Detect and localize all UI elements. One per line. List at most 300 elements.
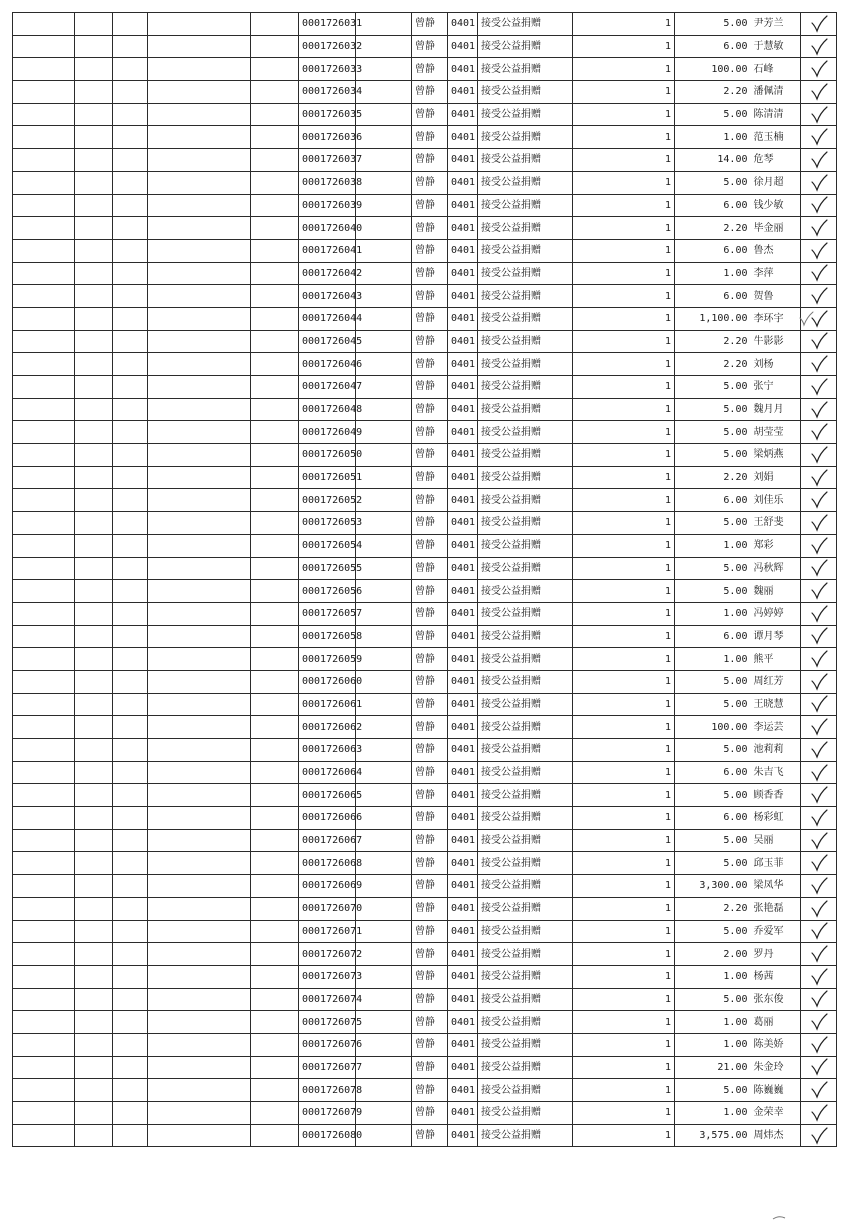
account-code-cell: 0401 xyxy=(448,716,478,739)
donor-name-cell xyxy=(751,444,801,467)
blank-cell xyxy=(75,194,113,217)
check-mark-icon xyxy=(809,490,829,510)
check-mark-icon xyxy=(809,37,829,57)
blank-cell xyxy=(148,58,251,81)
blank-cell xyxy=(113,1011,148,1034)
quantity-cell: 1 xyxy=(573,103,675,126)
check-mark-icon xyxy=(809,989,829,1009)
account-code-cell: 0401 xyxy=(448,1011,478,1034)
blank-cell xyxy=(251,330,299,353)
blank-cell xyxy=(75,693,113,716)
blank-cell xyxy=(13,330,75,353)
table-row xyxy=(13,852,837,875)
donor-name: 胡莹莹 xyxy=(753,426,784,438)
receipt-number-cell: 0001726065 xyxy=(299,784,356,807)
verified-cell xyxy=(801,1011,837,1034)
blank-cell xyxy=(75,875,113,898)
blank-cell xyxy=(148,670,251,693)
check-mark-icon xyxy=(809,626,829,646)
blank-cell xyxy=(13,489,75,512)
blank-cell xyxy=(13,988,75,1011)
table-row xyxy=(13,602,837,625)
table-row xyxy=(13,35,837,58)
handler-cell: 曾静 xyxy=(412,353,448,376)
blank-cell xyxy=(75,534,113,557)
check-mark-icon xyxy=(809,944,829,964)
amount-cell: 6.00 xyxy=(675,761,751,784)
table-row xyxy=(13,648,837,671)
amount-cell: 5.00 xyxy=(675,103,751,126)
handler-cell: 曾静 xyxy=(412,807,448,830)
blank-cell xyxy=(75,421,113,444)
amount-cell: 1.00 xyxy=(675,965,751,988)
table-row xyxy=(13,1102,837,1125)
account-code-cell: 0401 xyxy=(448,852,478,875)
receipt-number-cell: 0001726042 xyxy=(299,262,356,285)
blank-cell xyxy=(113,761,148,784)
quantity-cell: 1 xyxy=(573,330,675,353)
check-mark-icon xyxy=(809,59,829,79)
table-row xyxy=(13,784,837,807)
blank-cell xyxy=(75,965,113,988)
handler-cell: 曾静 xyxy=(412,943,448,966)
quantity-cell: 1 xyxy=(573,897,675,920)
verified-cell xyxy=(801,1033,837,1056)
amount-cell: 6.00 xyxy=(675,35,751,58)
handler-cell: 曾静 xyxy=(412,761,448,784)
verified-cell xyxy=(801,330,837,353)
table-row xyxy=(13,761,837,784)
donor-name: 张艳磊 xyxy=(753,903,784,915)
account-code-cell: 0401 xyxy=(448,58,478,81)
quantity-cell: 1 xyxy=(573,670,675,693)
blank-cell xyxy=(356,1079,412,1102)
handler-cell: 曾静 xyxy=(412,602,448,625)
blank-cell xyxy=(13,285,75,308)
blank-cell xyxy=(148,807,251,830)
blank-cell xyxy=(13,625,75,648)
donor-name-cell xyxy=(751,557,801,580)
quantity-cell: 1 xyxy=(573,489,675,512)
table-row xyxy=(13,534,837,557)
account-name-cell: 接受公益捐赠 xyxy=(478,35,573,58)
blank-cell xyxy=(251,217,299,240)
blank-cell xyxy=(251,693,299,716)
blank-cell xyxy=(148,943,251,966)
account-name-cell: 接受公益捐赠 xyxy=(478,13,573,36)
account-name-cell: 接受公益捐赠 xyxy=(478,557,573,580)
check-mark-icon xyxy=(809,14,829,34)
blank-cell xyxy=(75,852,113,875)
amount-cell: 1.00 xyxy=(675,602,751,625)
donor-name: 熊平 xyxy=(753,653,774,665)
account-name-cell: 接受公益捐赠 xyxy=(478,126,573,149)
blank-cell xyxy=(75,1056,113,1079)
quantity-cell: 1 xyxy=(573,625,675,648)
blank-cell xyxy=(75,35,113,58)
account-code-cell: 0401 xyxy=(448,557,478,580)
handler-cell: 曾静 xyxy=(412,421,448,444)
blank-cell xyxy=(13,875,75,898)
account-code-cell: 0401 xyxy=(448,126,478,149)
blank-cell xyxy=(356,353,412,376)
account-name-cell: 接受公益捐赠 xyxy=(478,670,573,693)
receipt-number-cell: 0001726040 xyxy=(299,217,356,240)
handler-cell: 曾静 xyxy=(412,625,448,648)
amount-cell: 5.00 xyxy=(675,13,751,36)
blank-cell xyxy=(148,376,251,399)
receipt-number-cell: 0001726068 xyxy=(299,852,356,875)
table-row xyxy=(13,580,837,603)
blank-cell xyxy=(13,239,75,262)
handler-cell: 曾静 xyxy=(412,285,448,308)
amount-cell: 100.00 xyxy=(675,716,751,739)
blank-cell xyxy=(251,262,299,285)
amount-cell: 1.00 xyxy=(675,1102,751,1125)
account-name-cell: 接受公益捐赠 xyxy=(478,376,573,399)
blank-cell xyxy=(251,171,299,194)
verified-cell xyxy=(801,103,837,126)
receipt-number-cell: 0001726034 xyxy=(299,81,356,104)
donor-name-cell xyxy=(751,353,801,376)
donor-name-cell xyxy=(751,716,801,739)
handler-cell: 曾静 xyxy=(412,444,448,467)
donor-name: 陈巍巍 xyxy=(753,1084,784,1096)
blank-cell xyxy=(356,807,412,830)
blank-cell xyxy=(356,852,412,875)
donor-name: 范玉楠 xyxy=(753,131,784,143)
blank-cell xyxy=(113,829,148,852)
account-name-cell: 接受公益捐赠 xyxy=(478,444,573,467)
account-name-cell: 接受公益捐赠 xyxy=(478,149,573,172)
amount-cell: 5.00 xyxy=(675,829,751,852)
account-name-cell: 接受公益捐赠 xyxy=(478,512,573,535)
account-code-cell: 0401 xyxy=(448,149,478,172)
blank-cell xyxy=(113,1056,148,1079)
donor-name-cell xyxy=(751,103,801,126)
donor-name-cell xyxy=(751,466,801,489)
blank-cell xyxy=(13,58,75,81)
blank-cell xyxy=(251,13,299,36)
blank-cell xyxy=(75,149,113,172)
blank-cell xyxy=(251,239,299,262)
verified-cell xyxy=(801,1079,837,1102)
blank-cell xyxy=(113,965,148,988)
receipt-number-cell: 0001726046 xyxy=(299,353,356,376)
account-code-cell: 0401 xyxy=(448,784,478,807)
blank-cell xyxy=(113,648,148,671)
check-mark-icon xyxy=(809,785,829,805)
blank-cell xyxy=(148,693,251,716)
donor-name-cell xyxy=(751,171,801,194)
handler-cell: 曾静 xyxy=(412,13,448,36)
receipt-number-cell: 0001726067 xyxy=(299,829,356,852)
blank-cell xyxy=(356,262,412,285)
blank-cell xyxy=(75,81,113,104)
table-row xyxy=(13,444,837,467)
account-code-cell: 0401 xyxy=(448,580,478,603)
verified-cell xyxy=(801,920,837,943)
receipt-number-cell: 0001726045 xyxy=(299,330,356,353)
account-code-cell: 0401 xyxy=(448,761,478,784)
blank-cell xyxy=(251,353,299,376)
blank-cell xyxy=(75,171,113,194)
account-code-cell: 0401 xyxy=(448,693,478,716)
blank-cell xyxy=(13,149,75,172)
blank-cell xyxy=(113,58,148,81)
handler-cell: 曾静 xyxy=(412,171,448,194)
blank-cell xyxy=(113,239,148,262)
blank-cell xyxy=(75,648,113,671)
blank-cell xyxy=(251,149,299,172)
blank-cell xyxy=(113,489,148,512)
blank-cell xyxy=(251,716,299,739)
donor-name: 魏丽 xyxy=(753,585,774,597)
check-mark-icon xyxy=(809,105,829,125)
account-code-cell: 0401 xyxy=(448,897,478,920)
account-code-cell: 0401 xyxy=(448,875,478,898)
receipt-number-cell: 0001726035 xyxy=(299,103,356,126)
blank-cell xyxy=(13,534,75,557)
handler-cell: 曾静 xyxy=(412,534,448,557)
verified-cell xyxy=(801,1124,837,1147)
check-mark-icon xyxy=(809,536,829,556)
receipt-number-cell: 0001726071 xyxy=(299,920,356,943)
amount-cell: 2.20 xyxy=(675,897,751,920)
blank-cell xyxy=(113,307,148,330)
account-name-cell: 接受公益捐赠 xyxy=(478,1011,573,1034)
table-row xyxy=(13,81,837,104)
blank-cell xyxy=(356,875,412,898)
account-name-cell: 接受公益捐赠 xyxy=(478,81,573,104)
quantity-cell: 1 xyxy=(573,784,675,807)
blank-cell xyxy=(113,602,148,625)
blank-cell xyxy=(251,534,299,557)
receipt-number-cell: 0001726044 xyxy=(299,307,356,330)
blank-cell xyxy=(113,149,148,172)
donor-name: 乔爱军 xyxy=(753,925,784,937)
quantity-cell: 1 xyxy=(573,602,675,625)
account-name-cell: 接受公益捐赠 xyxy=(478,1056,573,1079)
blank-cell xyxy=(13,466,75,489)
check-mark-icon xyxy=(809,1080,829,1100)
table-row xyxy=(13,307,837,330)
blank-cell xyxy=(148,716,251,739)
account-code-cell: 0401 xyxy=(448,625,478,648)
quantity-cell: 1 xyxy=(573,1033,675,1056)
donor-name-cell xyxy=(751,489,801,512)
blank-cell xyxy=(356,376,412,399)
blank-cell xyxy=(113,171,148,194)
verified-cell xyxy=(801,648,837,671)
scan-mark xyxy=(772,1215,786,1221)
handler-cell: 曾静 xyxy=(412,1079,448,1102)
check-mark-icon xyxy=(809,241,829,261)
check-mark-icon xyxy=(809,1103,829,1123)
blank-cell xyxy=(13,13,75,36)
check-mark-icon xyxy=(809,331,829,351)
donor-name-cell xyxy=(751,784,801,807)
blank-cell xyxy=(356,466,412,489)
blank-cell xyxy=(113,875,148,898)
blank-cell xyxy=(75,1033,113,1056)
handler-cell: 曾静 xyxy=(412,580,448,603)
blank-cell xyxy=(251,875,299,898)
receipt-number-cell: 0001726038 xyxy=(299,171,356,194)
blank-cell xyxy=(75,262,113,285)
receipt-number-cell: 0001726036 xyxy=(299,126,356,149)
handler-cell: 曾静 xyxy=(412,466,448,489)
receipt-number-cell: 0001726062 xyxy=(299,716,356,739)
quantity-cell: 1 xyxy=(573,1011,675,1034)
blank-cell xyxy=(251,897,299,920)
verified-cell xyxy=(801,625,837,648)
donor-name: 鲁杰 xyxy=(753,245,774,257)
handler-cell: 曾静 xyxy=(412,557,448,580)
donor-name-cell xyxy=(751,81,801,104)
receipt-number-cell: 0001726070 xyxy=(299,897,356,920)
donor-name: 张东俊 xyxy=(753,993,784,1005)
blank-cell xyxy=(75,739,113,762)
blank-cell xyxy=(356,398,412,421)
donor-name: 尹芳兰 xyxy=(753,18,784,30)
blank-cell xyxy=(13,194,75,217)
handler-cell: 曾静 xyxy=(412,1056,448,1079)
quantity-cell: 1 xyxy=(573,466,675,489)
verified-cell xyxy=(801,376,837,399)
quantity-cell: 1 xyxy=(573,58,675,81)
handler-cell: 曾静 xyxy=(412,194,448,217)
donor-name-cell xyxy=(751,852,801,875)
account-code-cell: 0401 xyxy=(448,421,478,444)
blank-cell xyxy=(75,1124,113,1147)
donor-name: 吴丽 xyxy=(753,835,774,847)
donor-name: 钱少敏 xyxy=(753,199,784,211)
blank-cell xyxy=(356,1056,412,1079)
donor-name: 朱吉飞 xyxy=(753,767,784,779)
handler-cell: 曾静 xyxy=(412,149,448,172)
blank-cell xyxy=(251,307,299,330)
donor-name: 魏月月 xyxy=(753,404,784,416)
blank-cell xyxy=(148,557,251,580)
verified-cell xyxy=(801,693,837,716)
receipt-number-cell: 0001726061 xyxy=(299,693,356,716)
blank-cell xyxy=(113,807,148,830)
blank-cell xyxy=(251,829,299,852)
account-code-cell: 0401 xyxy=(448,307,478,330)
blank-cell xyxy=(356,194,412,217)
donor-name-cell xyxy=(751,920,801,943)
blank-cell xyxy=(356,739,412,762)
blank-cell xyxy=(356,988,412,1011)
blank-cell xyxy=(75,1102,113,1125)
blank-cell xyxy=(113,126,148,149)
blank-cell xyxy=(148,35,251,58)
account-name-cell: 接受公益捐赠 xyxy=(478,943,573,966)
blank-cell xyxy=(148,353,251,376)
blank-cell xyxy=(148,602,251,625)
blank-cell xyxy=(356,512,412,535)
account-name-cell: 接受公益捐赠 xyxy=(478,398,573,421)
verified-cell xyxy=(801,1102,837,1125)
verified-cell xyxy=(801,602,837,625)
blank-cell xyxy=(356,716,412,739)
blank-cell xyxy=(75,13,113,36)
blank-cell xyxy=(356,920,412,943)
donor-name: 邱玉菲 xyxy=(753,857,784,869)
blank-cell xyxy=(75,239,113,262)
blank-cell xyxy=(13,217,75,240)
quantity-cell: 1 xyxy=(573,534,675,557)
amount-cell: 5.00 xyxy=(675,1079,751,1102)
blank-cell xyxy=(75,943,113,966)
blank-cell xyxy=(148,761,251,784)
blank-cell xyxy=(356,580,412,603)
account-code-cell: 0401 xyxy=(448,330,478,353)
account-code-cell: 0401 xyxy=(448,670,478,693)
amount-cell: 6.00 xyxy=(675,285,751,308)
blank-cell xyxy=(148,103,251,126)
donor-name-cell xyxy=(751,307,801,330)
check-mark-icon xyxy=(809,1012,829,1032)
blank-cell xyxy=(13,852,75,875)
blank-cell xyxy=(13,739,75,762)
blank-cell xyxy=(148,534,251,557)
blank-cell xyxy=(75,466,113,489)
table-row xyxy=(13,262,837,285)
account-name-cell: 接受公益捐赠 xyxy=(478,307,573,330)
verified-cell xyxy=(801,262,837,285)
table-row xyxy=(13,330,837,353)
blank-cell xyxy=(113,920,148,943)
blank-cell xyxy=(148,1033,251,1056)
verified-cell xyxy=(801,512,837,535)
blank-cell xyxy=(75,1079,113,1102)
blank-cell xyxy=(148,171,251,194)
blank-cell xyxy=(75,126,113,149)
amount-cell: 5.00 xyxy=(675,920,751,943)
blank-cell xyxy=(13,602,75,625)
blank-cell xyxy=(356,670,412,693)
blank-cell xyxy=(148,1079,251,1102)
account-code-cell: 0401 xyxy=(448,512,478,535)
amount-cell: 1.00 xyxy=(675,648,751,671)
amount-cell: 5.00 xyxy=(675,444,751,467)
verified-cell xyxy=(801,285,837,308)
blank-cell xyxy=(113,1124,148,1147)
blank-cell xyxy=(251,398,299,421)
donor-name: 李环宇 xyxy=(753,313,784,325)
account-code-cell: 0401 xyxy=(448,262,478,285)
table-row xyxy=(13,625,837,648)
verified-cell xyxy=(801,1056,837,1079)
verified-cell xyxy=(801,716,837,739)
check-mark-icon xyxy=(809,513,829,533)
account-name-cell: 接受公益捐赠 xyxy=(478,829,573,852)
blank-cell xyxy=(148,1011,251,1034)
donor-name: 徐月超 xyxy=(753,177,784,189)
blank-cell xyxy=(75,602,113,625)
blank-cell xyxy=(13,353,75,376)
handler-cell: 曾静 xyxy=(412,670,448,693)
check-mark-icon xyxy=(809,173,829,193)
amount-cell: 2.20 xyxy=(675,81,751,104)
blank-cell xyxy=(148,625,251,648)
verified-cell xyxy=(801,875,837,898)
donor-name: 杨茜 xyxy=(753,971,774,983)
check-mark-icon xyxy=(809,672,829,692)
blank-cell xyxy=(113,739,148,762)
